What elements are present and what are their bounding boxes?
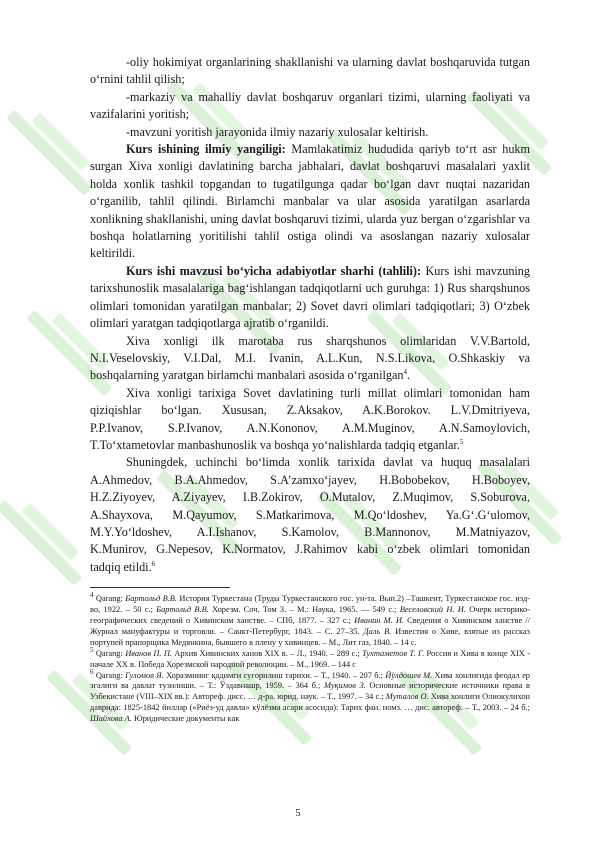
text-line: M.Y.Yo‘ldoshev, A.I.Ishanov, S.Kamolov, B.Mannonov, M.Matniyazov, <box>90 524 530 539</box>
footnote-ref: 5 <box>459 437 464 446</box>
text-line: Xiva xonligi tarixiga Sovet davlatining turli millat olimlari tomonidan ham <box>126 385 530 400</box>
page-number: 5 <box>295 808 301 819</box>
text-line: T.To‘xtametovlar manbashunoslik va boshqa yo‘nalishlarda tadqiq etganlar.$^5$ <box>90 437 464 452</box>
paragraph-uzbek-scholars <box>90 454 530 576</box>
footnote-ref: 4 <box>403 368 408 377</box>
novelty-heading: Kurs ishining ilmiy yangiligi: <box>126 142 286 157</box>
text-line: N.I.Veselovskiy, V.I.Dal, M.I. Ivanin, A.L.Kun, N.S.Likova, O.Shkaskiy va <box>90 350 530 365</box>
literature-text: Kurs ishi mavzuning tarixshunoslik masalalariga bag‘ishlangan tadqiqotlarni uch guruhga: 1) Rus sharqshunos olimlari tomonidan yaratilgan manbalar; 2) Sovet davri olimlari tadqiqotlari; 3) O‘zbek olimlari yaratgan tadqiqotlarga ajratib o‘rganildi. <box>90 263 530 331</box>
footnote-6: $^6$ Qarang: Гуломов Я. Хоразмнинг қадимги суғорилиш тарихи. – Т., 1940. – 207 б.; Йўлдошев М. Хива хонлигида феодал ер эгалиги ва давлат тузилиши. – Т.: Ўздавнашр, 1959. – 364 б.; Муқимов З. Основные исторические источники права в Узбекистане (VIII–XIX вв.): Автореф. дисс. … д-ра. юрид. наук. – Т., 1997. – 34 с.; Муталов О. Хива хонлиги Олиокулихон даврида: 1825-1842 йиллар («Риёз-уд давла» кўлёзма асари асосида): Тарих фан. номз. … дис. автореф. – Т., 2003. – 24 б.; Шайхова А. Юридические документы как <box>90 667 530 724</box>
text-line: A.Shayxova, M.Qayumov, S.Matkarimova, M.Qo‘ldoshev, Ya.G‘.G‘ulomov, <box>90 507 530 522</box>
footnote-5: $^5$ Qarang: Иванов П. П. Архив Хивинских ханов XIX в. – Л., 1940. – 289 с.; Тухтаметов Т. Г. Россия и Хива в конце XIX - начале XX в. Победа Хорезмской народной революции. – М., 1969. – 144 с <box>90 645 530 669</box>
text-line: Xiva xonligi ilk marotaba rus sharqshunos olimlaridan V.V.Bartold, <box>126 333 530 348</box>
literature-heading: Kurs ishi mavzusi bo‘yicha adabiyotlar sharhi (tahlili): <box>126 263 421 278</box>
text-line: boshqalarning yaratgan birlamchi manbalari asosida o‘rganilgan$^4$. <box>90 368 411 383</box>
paragraph-novelty <box>90 141 530 263</box>
text-line: A.Ahmedov, B.A.Ahmedov, S.A’zamxo‘jayev, H.Bobobekov, H.Boboyev, <box>90 472 530 487</box>
footnote-separator <box>90 587 230 588</box>
footnote-4: $^4$ Qarang: Бартольд В.В. История Туркестана (Труды Туркестанского гос. ун-та. Вып.2) –Ташкент, Туркестанское гос. изд-во, 1922. – 50 с.; Бартольд В.В. Хорезм. Соч. Том 3. – М.: Наука, 1965. — 549 с.; Веселовский Н. И. Очерк историко-географических сведений о Хивинском ханстве. – СПб, 1877. – 327 с.; Иванин М. И. Сведения о Хивинском ханстве //Журнал мануфактуры и торговли. – Санкт-Петербург, 1843. – С. 27–35. Даль В. Известия о Хиве, взятые из рассказ портупей прапорщика Медянкина, бывшего в плену у хивинцев. – М., Лит газ, 1840. – 14 с. <box>90 591 530 647</box>
novelty-text: Mamlakatimiz hududida qariyb to‘rt asr hukm surgan Xiva xonligi davlatining barcha jabhalari, davlat boshqaruvi masalalari yaxlit holda xonlik tashkil topgandan to tugatilgunga qadar bo‘lgan davr nuqtai nazaridan o‘rganilib, tahlil qilindi. Birlamchi manbalar va ular asosida yaratilgan asarlarda xonlikning shakllanishi, uning davlat boshqaruvi tizimi, ularda yuz bergan o‘zgarishlar va boshqa holatlarning yoritilishi tahlil ostiga olindi va asoslangan nazariy xulosalar keltirildi. <box>90 142 530 261</box>
text-line: qiziqishlar bo‘lgan. Xususan, Z.Aksakov, A.K.Borokov. L.V.Dmitriyeva, <box>90 403 530 418</box>
paragraph-soviet-scholars <box>90 385 530 455</box>
paragraph-goal-3: -mavzuni yoritish jarayonida ilmiy nazariy xulosalar keltirish. <box>126 124 429 139</box>
watermark-logo <box>0 484 98 586</box>
paragraph-literature <box>90 263 530 333</box>
paragraph-goal-1: -oliy hokimiyat organlarining shakllanishi va ularning davlat boshqaruvida tutgan o‘rnini tahlil qilish; <box>90 55 530 87</box>
main-text <box>90 54 530 725</box>
text-line: tadqiq etildi.$^6$ <box>90 559 156 574</box>
text-line: H.Z.Ziyoyev, A.Ziyayev, I.B.Zokirov, O.Mutalov, Z.Muqimov, S.Soburova, <box>90 490 530 505</box>
paragraph-russian-scholars <box>90 333 530 385</box>
text-line: P.P.Ivanov, S.P.Ivanov, A.N.Kononov, A.M.Muginov, A.N.Samoylovich, <box>90 420 530 435</box>
text-line: K.Munirov, G.Nepesov, K.Normatov, J.Rahimov kabi o‘zbek olimlari tomonidan <box>90 542 530 557</box>
paragraph-goal-2: -markaziy va mahalliy davlat boshqaruv organlari tizimi, ularning faoliyati va vazifalarini yoritish; <box>90 89 530 122</box>
text-line: Shuningdek, uchinchi bo‘limda xonlik tarixida davlat va huquq masalalari <box>126 455 530 470</box>
footnote-ref: 6 <box>151 559 156 568</box>
